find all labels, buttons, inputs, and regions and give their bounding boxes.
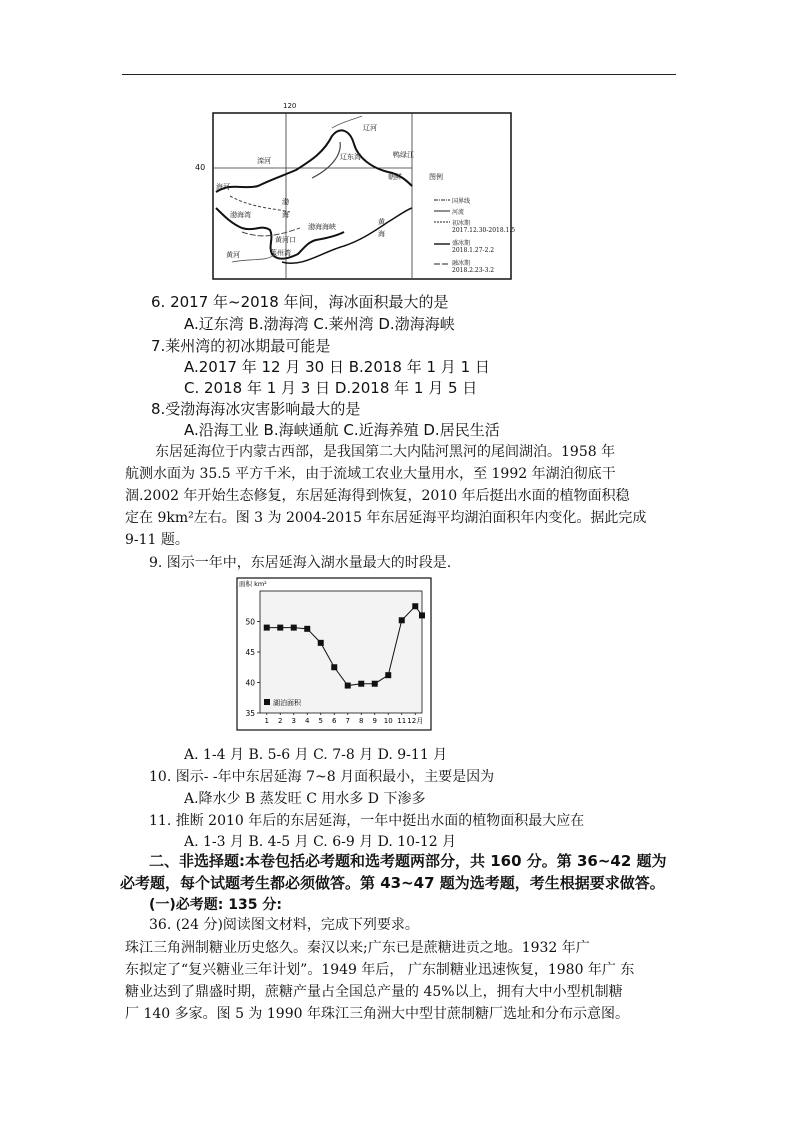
map-place: 海河 [216,183,230,191]
map-place: 海 [282,211,289,219]
passage2-line: 厂 140 多家。图 5 为 1990 年珠江三角洲大中型甘蔗制糖厂选址和分布示意图。 [125,1006,629,1022]
data-point [358,681,364,687]
passage1-line: 9-11 题。 [125,532,189,548]
q7-options-2: C. 2018 年 1 月 3 日 D.2018 年 1 月 5 日 [184,379,478,397]
x-tick-label: 8 [359,717,364,725]
passage1-line: 东居延海位于内蒙古西部，是我国第二大内陆河黑河的尾闾湖泊。1958 年 [155,444,616,460]
map-place: 渤海海峡 [308,223,336,231]
y-tick-label: 45 [245,648,255,657]
q11-options: A. 1-3 月 B. 4-5 月 C. 6-9 月 D. 10-12 月 [184,834,457,850]
passage1-line: 航测水面为 35.5 平方千米，由于流域工农业大量用水，至 1992 年湖泊彻底干 [125,466,616,482]
q9-stem: 9. 图示一年中，东居延海入湖水量最大的时段是. [149,555,452,571]
map-legend-item: 2018.1.27-2.2 [452,247,495,254]
map-place: 渤海湾 [230,211,251,219]
data-point [277,625,283,631]
x-tick-label: 1 [264,717,269,725]
x-tick-label: 6 [332,717,337,725]
map-place: 滦河 [257,157,271,165]
map-legend-title: 图例 [429,173,443,181]
passage2-line: 糖业达到了鼎盛时期，蔗糖产量占全国总产量的 45%以上，拥有大中小型机制糖 [125,984,623,1000]
section2-line3: (一)必考题: 135 分: [149,897,282,913]
map-place: 莱州湾 [270,249,291,257]
legend-swatch [264,699,270,705]
map-legend-item: 国界线 [452,198,471,205]
passage2-line: 东拟定了“复兴糖业三年计划”。1949 年后， 广东制糖业迅速恢复，1980 年广 东 [125,962,635,978]
x-tick-label: 3 [291,717,296,725]
map-place: 辽东湾 [340,153,361,161]
data-point [264,625,270,631]
map-place: 朝鲜 [388,173,402,181]
passage2-line: 珠江三角洲制糖业历史悠久。秦汉以来;广东已是蔗糖进贡之地。1932 年广 [125,940,590,956]
x-tick-label: 7 [345,717,350,725]
x-tick-label: 4 [305,717,310,725]
map-legend-item: 融冰期 [452,260,471,267]
passage1-line: 涸.2002 年开始生态修复，东居延海得到恢复，2010 年后挺出水面的植物面积稳 [125,488,630,504]
map-legend-item: 盛冰期 [452,240,471,247]
data-point [412,603,418,609]
x-tick-label: 11 [397,717,407,725]
data-point [419,612,425,618]
y-axis-label: 面积 km² [239,580,267,588]
q6-stem: 6. 2017 年~2018 年间，海冰面积最大的是 [151,293,449,311]
data-point [385,672,391,678]
data-point [318,640,324,646]
map-legend-item: 2017.12.30-2018.1.5 [452,227,516,234]
y-tick-label: 40 [245,678,255,688]
data-point [345,683,351,689]
section2-line2: 必考题，每个试题考生都必须做答。第 43~47 题为选考题，考生根据要求做答。 [120,874,665,892]
x-tick-label: 5 [318,717,323,725]
x-tick-label: 2 [278,717,283,725]
header-rule [122,74,676,75]
q10-options: A.降水少 B 蒸发旺 C 用水多 D 下渗多 [184,791,426,807]
data-point [372,681,378,687]
q36-stem: 36. (24 分)阅读图文材料，完成下列要求。 [149,917,419,933]
section2-line1: 二、非选择题:本卷包括必考题和选考题两部分，共 160 分。第 36~42 题为 [149,852,667,870]
map-place: 黄河口 [275,236,296,244]
map-legend-item: 2018.2.23-3.2 [452,267,495,274]
data-point [304,626,310,632]
map-place: 渤 [282,198,289,206]
data-point [399,617,405,623]
x-tick-label: 10 [383,717,393,725]
lake-area-chart [236,577,432,731]
x-tick-label: 9 [372,717,377,725]
map-place: 辽河 [363,124,377,132]
y-tick-label: 35 [245,709,255,718]
q7-stem: 7.莱州湾的初冰期最可能是 [151,337,331,355]
map-place: 鸭绿江 [393,151,414,159]
map-lon-text: 120 [283,102,297,110]
map-lat-text: 40 [195,163,206,172]
data-point [331,664,337,670]
map-place: 海 [378,230,385,238]
y-tick-label: 50 [245,617,255,627]
map-place: 黄河 [226,251,240,259]
q10-stem: 10. 图示- -年中东居延海 7~8 月面积最小，主要是因为 [149,769,495,785]
q9-options: A. 1-4 月 B. 5-6 月 C. 7-8 月 D. 9-11 月 [184,747,448,763]
map-legend-item: 河流 [452,209,465,216]
map-place: 黄 [378,218,385,226]
q8-options: A.沿海工业 B.海峡通航 C.近海养殖 D.居民生活 [184,421,500,439]
legend-label: 湖泊面积 [273,699,301,707]
q6-options: A.辽东湾 B.渤海湾 C.莱州湾 D.渤海海峡 [184,315,455,333]
data-point [291,625,297,631]
plot-area [260,591,422,713]
passage1-line: 定在 9km²左右。图 3 为 2004-2015 年东居延海平均湖泊面积年内变化。据此完成 [125,510,647,526]
q8-stem: 8.受渤海海冰灾害影响最大的是 [151,400,361,418]
q7-options-1: A.2017 年 12 月 30 日 B.2018 年 1 月 1 日 [184,358,490,376]
q11-stem: 11. 推断 2010 年后的东居延海，一年中挺出水面的植物面积最大应在 [149,813,585,829]
map-legend-item: 初冰期 [452,220,471,227]
x-tick-label: 12月 [407,717,424,725]
